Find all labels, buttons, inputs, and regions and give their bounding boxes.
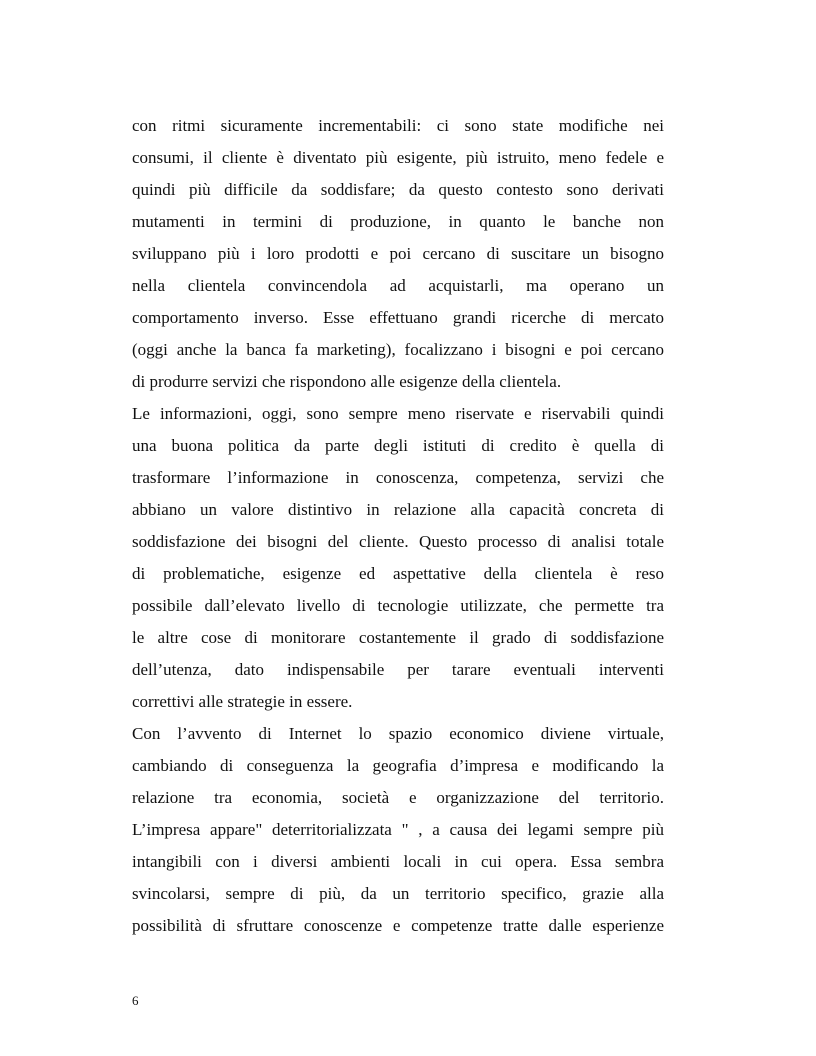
text-line: sviluppano più i loro prodotti e poi cercano di suscitare un bisogno [132,244,664,263]
text-line: Le informazioni, oggi, sono sempre meno riservate e riservabili quindi [132,404,664,423]
text-line: possibile dall’elevato livello di tecnologie utilizzate, che permette tra [132,596,664,615]
text-line: abbiano un valore distintivo in relazione alla capacità concreta di [132,500,664,519]
text-line: dell’utenza, dato indispensabile per tarare eventuali interventi [132,660,664,679]
text-line: svincolarsi, sempre di più, da un territorio specifico, grazie alla [132,884,664,903]
text-line: soddisfazione dei bisogni del cliente. Questo processo di analisi totale [132,532,664,551]
text-line: consumi, il cliente è diventato più esigente, più istruito, meno fedele e [132,148,664,167]
text-line: (oggi anche la banca fa marketing), focalizzano i bisogni e poi cercano [132,340,664,359]
text-line: relazione tra economia, società e organizzazione del territorio. [132,788,664,807]
text-line: quindi più difficile da soddisfare; da questo contesto sono derivati [132,180,664,199]
text-line: di problematiche, esigenze ed aspettative della clientela è reso [132,564,664,583]
text-line: con ritmi sicuramente incrementabili: ci sono state modifiche nei [132,116,664,135]
page-number: 6 [132,993,139,1008]
text-line: comportamento inverso. Esse effettuano grandi ricerche di mercato [132,308,664,327]
body-text [132,110,664,942]
text-line: trasformare l’informazione in conoscenza, competenza, servizi che [132,468,664,487]
text-line: Con l’avvento di Internet lo spazio economico diviene virtuale, [132,724,664,743]
text-line: le altre cose di monitorare costantemente il grado di soddisfazione [132,628,664,647]
text-line: cambiando di conseguenza la geografia d’impresa e modificando la [132,756,664,775]
text-line: correttivi alle strategie in essere. [132,692,353,711]
text-line: possibilità di sfruttare conoscenze e competenze tratte dalle esperienze [132,916,664,935]
text-line: L’impresa appare" deterritorializzata " , a causa dei legami sempre più [132,820,664,839]
text-line: intangibili con i diversi ambienti locali in cui opera. Essa sembra [132,852,664,871]
text-line: di produrre servizi che rispondono alle esigenze della clientela. [132,372,562,391]
text-line: una buona politica da parte degli istituti di credito è quella di [132,436,664,455]
text-line: mutamenti in termini di produzione, in quanto le banche non [132,212,664,231]
text-line: nella clientela convincendola ad acquistarli, ma operano un [132,276,664,295]
